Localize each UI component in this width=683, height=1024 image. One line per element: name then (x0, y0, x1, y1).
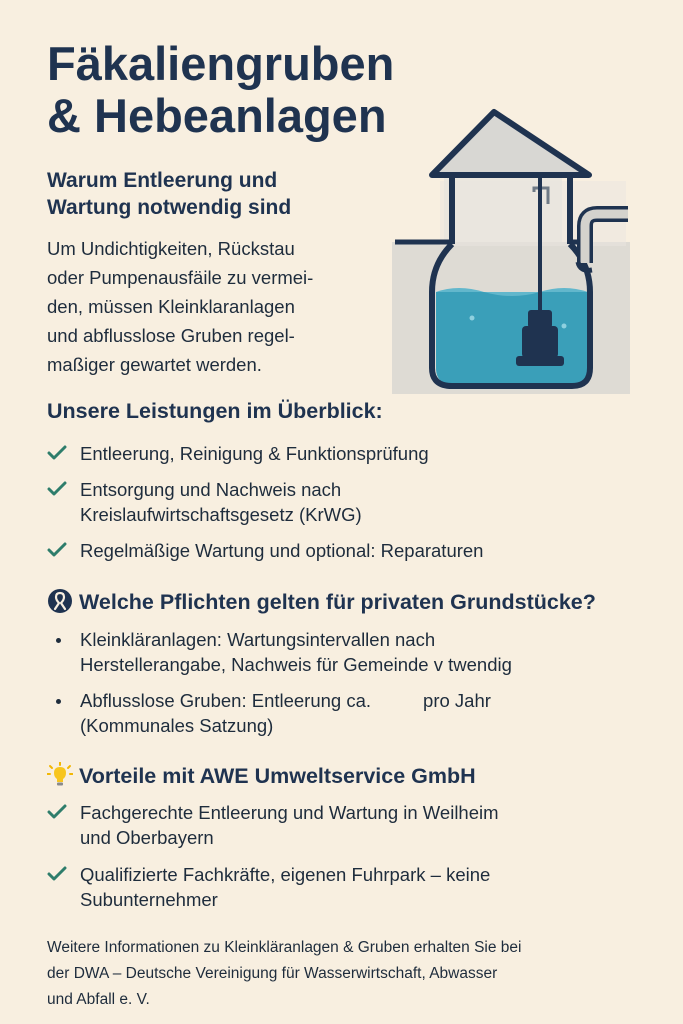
list-item (47, 477, 657, 527)
intro-line: maßiger gewartet werden. (47, 354, 262, 375)
duties-heading-text: Welche Pflichten gelten für privaten Grundstücke? (79, 590, 596, 614)
footer-line: der DWA – Deutsche Vereinigung für Wasserwirtschaft, Abwasser (47, 965, 498, 982)
list-item-text: Qualifizierte Fachkräfte, eigenen Fuhrpark – keine (80, 864, 491, 885)
lightbulb-icon (47, 762, 73, 788)
duties-list (47, 627, 657, 738)
list-item-text: Regelmäßige Wartung und optional: Reparaturen (80, 540, 484, 561)
list-item-text: Entsorgung und Nachweis nach (80, 479, 342, 500)
list-item (47, 441, 657, 466)
list-item-text: Kreislaufwirtschaftsgesetz (KrWG) (80, 504, 362, 525)
bullet-icon (56, 699, 61, 704)
check-icon (47, 445, 67, 461)
check-icon (47, 481, 67, 497)
footer-line: Weitere Informationen zu Kleinkläranlagen & Gruben erhalten Sie bei (47, 939, 522, 956)
services-list (47, 441, 657, 563)
footer-note (47, 935, 657, 1013)
house-tank-illustration (392, 96, 632, 396)
list-item-text: Fachgerechte Entleerung und Wartung in Weilheim (80, 802, 499, 823)
ribbon-icon (47, 588, 73, 614)
check-icon (47, 804, 67, 820)
list-item-text-part: pro Jahr (423, 690, 491, 711)
list-item (47, 627, 657, 677)
services-heading (47, 399, 383, 424)
list-item-text: Subunternehmer (80, 889, 218, 910)
list-item (47, 800, 657, 850)
check-icon (47, 542, 67, 558)
subtitle-line-1: Warum Entleerung und (47, 169, 278, 192)
footer-line: und Abfall e. V. (47, 991, 150, 1008)
intro-line: den, müssen Kleinklaranlagen (47, 296, 295, 317)
advantages-heading (47, 762, 476, 789)
subtitle (47, 167, 387, 221)
list-item-text: Kleinkläranlagen: Wartungsintervallen nach (80, 629, 436, 650)
intro-line: und abflusslose Gruben regel- (47, 325, 295, 346)
list-item-text: und Oberbayern (80, 827, 214, 848)
list-item-text-part: Abflusslose Gruben: Entleerung ca. (80, 690, 372, 711)
list-item-text: Herstellerangabe, Nachweis für Gemeinde v twendig (80, 654, 512, 675)
intro-line: Um Undichtigkeiten, Rückstau (47, 238, 295, 259)
duties-heading (47, 588, 596, 615)
services-heading-text: Unsere Leistungen im Überblick: (47, 399, 383, 423)
title-line-2: & Hebeanlagen (47, 89, 387, 142)
list-item (47, 538, 657, 563)
list-item-text: Entleerung, Reinigung & Funktionsprüfung (80, 443, 429, 464)
title-line-1: Fäkaliengruben (47, 37, 395, 90)
advantages-list (47, 800, 657, 912)
intro-line: oder Pumpenausfäile zu vermei- (47, 267, 314, 288)
subtitle-line-2: Wartung notwendig sind (47, 196, 292, 219)
list-item-text: (Kommunales Satzung) (80, 715, 274, 736)
advantages-heading-text: Vorteile mit AWE Umweltservice GmbH (79, 764, 476, 788)
bullet-icon (56, 638, 61, 643)
list-item (47, 862, 657, 912)
list-item-text (80, 688, 657, 713)
list-item (47, 688, 657, 738)
check-icon (47, 866, 67, 882)
intro-paragraph (47, 234, 387, 379)
